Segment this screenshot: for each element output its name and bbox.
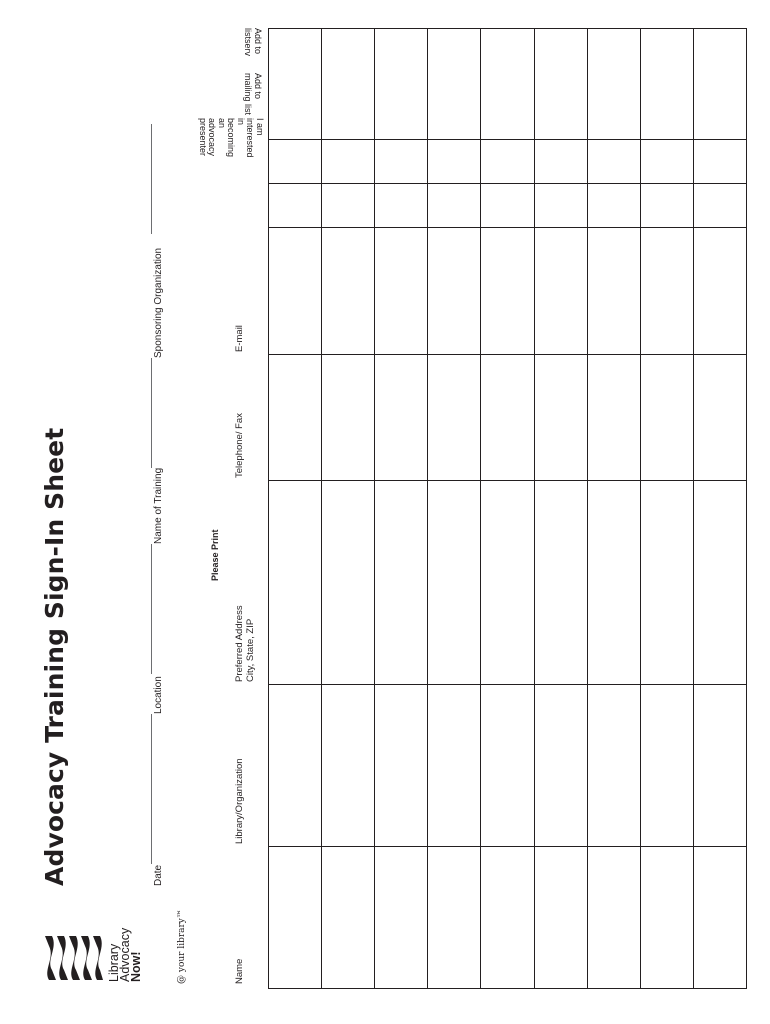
cell-address[interactable] <box>481 481 534 685</box>
cell-telephone[interactable] <box>481 355 534 481</box>
cell-library-org[interactable] <box>640 685 693 847</box>
please-print-note: Please Print <box>210 529 220 581</box>
cell-telephone[interactable] <box>534 355 587 481</box>
cell-presenter[interactable] <box>428 184 481 228</box>
location-line[interactable] <box>151 544 152 674</box>
cell-email[interactable] <box>693 228 746 355</box>
cell-mailing-list[interactable] <box>534 140 587 184</box>
cell-email[interactable] <box>640 228 693 355</box>
logo-wordmark <box>109 928 142 982</box>
cell-address[interactable] <box>428 481 481 685</box>
table-row <box>534 29 587 989</box>
cell-library-org[interactable] <box>322 685 375 847</box>
cell-mailing-list[interactable] <box>640 140 693 184</box>
tagline: @ your library™ <box>177 909 187 984</box>
cell-presenter[interactable] <box>375 184 428 228</box>
table-row <box>375 29 428 989</box>
cell-email[interactable] <box>587 228 640 355</box>
sponsoring-org-line[interactable] <box>151 124 152 234</box>
cell-address[interactable] <box>587 481 640 685</box>
table-row <box>481 29 534 989</box>
cell-telephone[interactable] <box>640 355 693 481</box>
table-row <box>640 29 693 989</box>
cell-telephone[interactable] <box>587 355 640 481</box>
cell-email[interactable] <box>375 228 428 355</box>
cell-name[interactable] <box>693 847 746 989</box>
cell-library-org[interactable] <box>481 685 534 847</box>
cell-listserv[interactable] <box>640 29 693 140</box>
cell-presenter[interactable] <box>481 184 534 228</box>
cell-name[interactable] <box>428 847 481 989</box>
table-row <box>322 29 375 989</box>
table-row <box>269 29 322 989</box>
col-header-name: Name <box>234 958 245 984</box>
cell-address[interactable] <box>269 481 322 685</box>
table-row <box>587 29 640 989</box>
cell-name[interactable] <box>269 847 322 989</box>
cell-presenter[interactable] <box>640 184 693 228</box>
wave-stripes-icon <box>43 934 103 982</box>
cell-mailing-list[interactable] <box>587 140 640 184</box>
cell-listserv[interactable] <box>481 29 534 140</box>
cell-mailing-list[interactable] <box>428 140 481 184</box>
col-header-address <box>234 605 256 682</box>
sign-in-grid <box>268 29 747 989</box>
cell-name[interactable] <box>375 847 428 989</box>
cell-name[interactable] <box>322 847 375 989</box>
table-row <box>428 29 481 989</box>
cell-mailing-list[interactable] <box>693 140 746 184</box>
cell-telephone[interactable] <box>375 355 428 481</box>
col-header-presenter-line3: advocacy presenter <box>198 118 218 157</box>
cell-telephone[interactable] <box>428 355 481 481</box>
sign-in-table-body <box>269 29 747 989</box>
cell-mailing-list[interactable] <box>481 140 534 184</box>
cell-listserv[interactable] <box>693 29 746 140</box>
cell-mailing-list[interactable] <box>375 140 428 184</box>
logo-line-2: Advocacy <box>118 927 132 982</box>
cell-name[interactable] <box>534 847 587 989</box>
cell-listserv[interactable] <box>269 29 322 140</box>
cell-listserv[interactable] <box>428 29 481 140</box>
library-advocacy-now-logo <box>45 896 165 984</box>
cell-presenter[interactable] <box>269 184 322 228</box>
cell-email[interactable] <box>534 228 587 355</box>
cell-library-org[interactable] <box>269 685 322 847</box>
sign-in-table <box>268 28 747 989</box>
table-row <box>693 29 746 989</box>
cell-address[interactable] <box>375 481 428 685</box>
cell-telephone[interactable] <box>322 355 375 481</box>
cell-listserv[interactable] <box>322 29 375 140</box>
col-header-address-line1: Preferred Address <box>234 605 245 682</box>
col-header-mailing-list: Add to mailing list <box>243 73 263 116</box>
date-label: Date <box>153 864 164 886</box>
cell-name[interactable] <box>481 847 534 989</box>
cell-telephone[interactable] <box>269 355 322 481</box>
cell-listserv[interactable] <box>534 29 587 140</box>
cell-email[interactable] <box>269 228 322 355</box>
logo-line-3: Now! <box>129 951 143 982</box>
cell-library-org[interactable] <box>534 685 587 847</box>
col-header-listserv: Add to listserv <box>243 28 263 57</box>
col-header-library-org: Library/Organization <box>234 758 245 844</box>
cell-telephone[interactable] <box>693 355 746 481</box>
cell-email[interactable] <box>481 228 534 355</box>
cell-address[interactable] <box>640 481 693 685</box>
name-of-training-line[interactable] <box>151 358 152 468</box>
location-label: Location <box>153 676 164 714</box>
cell-email[interactable] <box>322 228 375 355</box>
cell-name[interactable] <box>587 847 640 989</box>
col-header-presenter <box>198 118 265 162</box>
cell-presenter[interactable] <box>534 184 587 228</box>
cell-presenter[interactable] <box>693 184 746 228</box>
date-line[interactable] <box>151 714 152 864</box>
col-header-presenter-line1: I am interested in <box>236 118 265 158</box>
col-header-presenter-line2: becoming an <box>217 118 237 158</box>
sponsoring-org-label: Sponsoring Organization <box>153 247 164 358</box>
cell-listserv[interactable] <box>587 29 640 140</box>
logo-line-1: Library <box>107 943 121 982</box>
cell-address[interactable] <box>693 481 746 685</box>
cell-library-org[interactable] <box>375 685 428 847</box>
cell-listserv[interactable] <box>375 29 428 140</box>
cell-mailing-list[interactable] <box>269 140 322 184</box>
cell-name[interactable] <box>640 847 693 989</box>
name-of-training-label: Name of Training <box>153 467 164 544</box>
cell-email[interactable] <box>428 228 481 355</box>
cell-presenter[interactable] <box>587 184 640 228</box>
cell-address[interactable] <box>534 481 587 685</box>
cell-library-org[interactable] <box>693 685 746 847</box>
cell-library-org[interactable] <box>428 685 481 847</box>
cell-presenter[interactable] <box>322 184 375 228</box>
col-header-address-line2: City, State, ZIP <box>245 618 256 682</box>
col-header-email: E-mail <box>234 325 245 352</box>
col-header-telephone: Telephone/ Fax <box>234 413 245 478</box>
cell-library-org[interactable] <box>587 685 640 847</box>
cell-address[interactable] <box>322 481 375 685</box>
page-title: Advocacy Training Sign-In Sheet <box>40 427 69 886</box>
cell-mailing-list[interactable] <box>322 140 375 184</box>
